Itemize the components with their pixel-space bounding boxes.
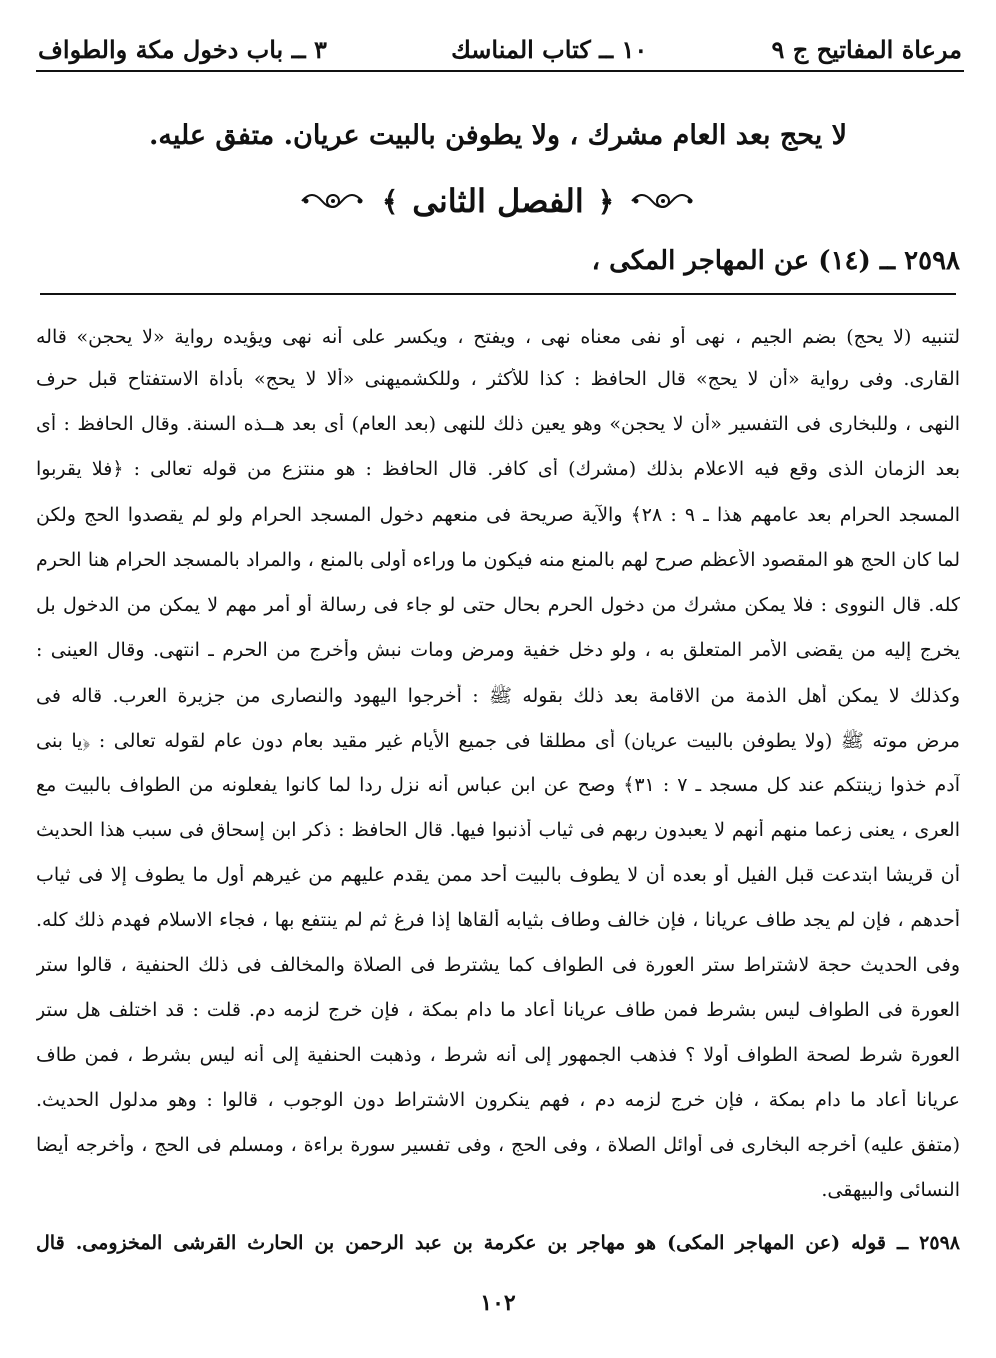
page-number: ١٠٢ (480, 1290, 516, 1316)
ornate-bracket-right: ﴿ (597, 184, 615, 218)
ornate-bracket-left: ﴾ (381, 184, 399, 218)
commentary-line: العرى ، يعنى زعما منهم أنهم لا يعبدون ربهم فى ثياب أذنبوا فيها. قال الحافظ : ذكر ابن إسحاق فى سبب هذا الحديث (36, 819, 960, 841)
commentary-line: (متفق عليه) أخرجه البخارى فى أوائل الصلاة ، وفى الحج ، وفى تفسير سورة براءة ، ومسلم فى الحج ، وأخرجه أيضا (36, 1134, 960, 1156)
commentary-line: مرض موته ﷺ (ولا يطوفن بالبيت عريان) أى مطلقا فى جميع الأيام غير مقيد بعام دون عام لقوله تعالى : ﴿يا بنى (36, 730, 960, 752)
ornament-left-icon (298, 186, 368, 216)
commentary-line: أن قريشا ابتدعت قبل الفيل أو بعده أن لا يطوف بالبيت أحد ممن يقدم عليهم من غيرهم أول ما يطوف إلا فى ثياب (36, 864, 960, 886)
commentary-line: القارى. وفى رواية «أن لا يحج» قال الحافظ : كذا للأكثر ، وللكشميهنى «ألا لا يحج» بأداة الاستفتاح قبل حرف (36, 368, 960, 390)
ornament-right-icon (628, 186, 698, 216)
commentary-line: عريانا أعاد ما دام بمكة ، فإن خرج لزمه دم ، فهم ينكرون الاشتراط دون الوجوب ، قالوا : وهو مدلول الحديث. (36, 1089, 960, 1111)
hadith-end-text: لا يحج بعد العام مشرك ، ولا يطوفن بالبيت عريان. متفق عليه. (148, 120, 848, 151)
commentary-line: وكذلك لا يمكن أهل الذمة من الاقامة بعد ذلك بقوله ﷺ : أخرجوا اليهود والنصارى من جزيرة العرب. قاله فى (36, 685, 960, 707)
commentary-line: لتنبيه (لا يحج) بضم الجيم ، نهى أو نفى معناه نهى ، ويفتح ، ويكسر على أنه نهى ويؤيده رواية «لا يحجن» قاله (36, 326, 960, 348)
commentary-line: يخرج إليه من يقضى الأمر المتعلق به ، ولو دخل خفية ومرض ومات نبش وأخرج من الحرم ـ انتهى. وقال العينى : (36, 639, 960, 661)
commentary-line: أحدهم ، فإن لم يجد طاف عريانا ، فإن خالف وطاف بثيابه ألقاها إذا فرغ ثم لم ينتفع بها ، فجاء الاسلام فهدم ذلك كله. (36, 909, 960, 931)
section-title: الفصل الثانى (412, 182, 584, 220)
header-book-title: مرعاة المفاتيح ج ٩ (771, 34, 962, 64)
commentary-line: كله. قال النووى : فلا يمكن مشرك من دخول الحرم بحال حتى لو جاء فى رسالة أو أمر مهم لا يمكن من الدخول بل (36, 594, 960, 616)
commentary-line: وفى الحديث حجة لاشتراط ستر العورة فى الطواف كما يشترط فى الصلاة والمخالف فى ذلك الحنفية ، قالوا ستر (36, 954, 960, 976)
running-header (38, 26, 962, 72)
header-rule (36, 70, 964, 72)
commentary-line: النهى ، وللبخارى فى التفسير «أن لا يحجن» وهو يعين ذلك للنهى (بعد العام) أى بعد هــذه السنة. وقال الحافظ : أى (36, 413, 960, 435)
commentary-line: العورة شرط لصحة الطواف أولا ؟ فذهب الجمهور إلى أنه شرط ، وذهبت الحنفية إلى أنه ليس بشرط ، فمن طاف (36, 1044, 960, 1066)
commentary-line: النسائى والبيهقى. (821, 1179, 960, 1201)
note-2598: ٢٥٩٨ ــ قوله (عن المهاجر المكى) هو مهاجر بن عكرمة بن عبد الرحمن بن الحارث القرشى المخزومى. قال (36, 1232, 960, 1254)
divider-rule (40, 293, 956, 295)
commentary-line: العورة فى الطواف ليس بشرط فمن طاف عريانا أعاد ما دام بمكة ، فإن خرج لزمه دم. قلت : قد اختلف هل ستر (36, 999, 960, 1021)
header-book-section: ١٠ ــ كتاب المناسك (451, 34, 648, 64)
header-chapter: ٣ ــ باب دخول مكة والطواف (38, 34, 327, 64)
commentary-line: آدم خذوا زينتكم عند كل مسجد ـ ٧ : ٣١﴾ وصح عن ابن عباس أنه نزل ردا لما كانوا يفعلونه من الطواف بالبيت مع (36, 774, 960, 796)
commentary-line: المسجد الحرام بعد عامهم هذا ـ ٩ : ٢٨﴾ والآية صريحة فى منعهم دخول المسجد الحرام ولو لم يقصدوا الحج ولكن (36, 504, 960, 526)
commentary-line: لما كان الحج هو المقصود الأعظم صرح لهم بالمنع منه فيكون ما وراءه أولى بالمنع ، والمراد بالمسجد الحرام هنا الحرم (36, 549, 960, 571)
section-heading (0, 176, 996, 226)
commentary-line: بعد الزمان الذى وقع فيه الاعلام بذلك (مشرك) أى كافر. قال الحافظ : هو منتزع من قوله تعالى : ﴿فلا يقربوا (36, 458, 960, 480)
hadith-start-text: ٢٥٩٨ ــ (١٤) عن المهاجر المكى ، (591, 246, 960, 276)
